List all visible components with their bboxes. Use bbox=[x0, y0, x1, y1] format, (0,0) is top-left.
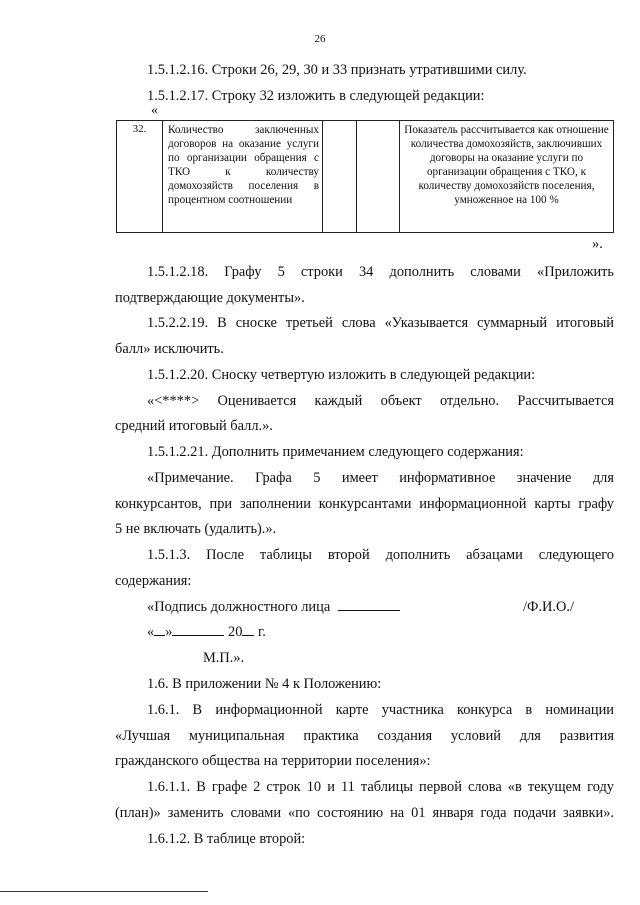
empty-cell-4 bbox=[357, 121, 400, 233]
paragraph-1-6-1-line2: «Лучшая муниципальная практика создания условий для развития bbox=[115, 728, 614, 744]
table-row bbox=[117, 121, 614, 233]
stamp-label: М.П.». bbox=[203, 650, 245, 666]
month-blank bbox=[172, 623, 224, 636]
indicator-cell: Количество заключенных договоров на оказание услуги по организации обращения с ТКО к количеству домохозяйств поселения в процентном соотношении bbox=[163, 121, 323, 233]
year-blank bbox=[242, 623, 254, 636]
paragraph-1-6: 1.6. В приложении № 4 к Положению: bbox=[147, 676, 382, 692]
signature-label: «Подпись должностного лица bbox=[147, 599, 331, 615]
replacement-row-table bbox=[116, 120, 614, 233]
paragraph-1-5-1-3-line1: 1.5.1.3. После таблицы второй дополнить абзацами следующего bbox=[147, 547, 614, 563]
date-line bbox=[147, 622, 614, 642]
date-open-quote: « bbox=[147, 624, 155, 640]
paragraph-1-5-1-2-18-line2: подтверждающие документы». bbox=[115, 290, 305, 306]
close-quote: ». bbox=[592, 236, 603, 252]
paragraph-1-6-1-line3: гражданского общества на территории поселения»: bbox=[115, 753, 431, 769]
year-suffix: г. bbox=[258, 624, 266, 640]
paragraph-1-5-1-2-21: 1.5.1.2.21. Дополнить примечанием следующего содержания: bbox=[147, 444, 524, 460]
footnote-text-line1: «<****> Оценивается каждый объект отдельно. Рассчитывается bbox=[147, 393, 614, 409]
paragraph-1-5-1-3-line2: содержания: bbox=[115, 573, 192, 589]
paragraph-1-5-1-2-18-line1: 1.5.1.2.18. Графу 5 строки 34 дополнить словами «Приложить bbox=[147, 264, 614, 280]
day-blank bbox=[154, 623, 165, 636]
paragraph-1-6-1-2: 1.6.1.2. В таблице второй: bbox=[147, 831, 306, 847]
footnote-separator bbox=[0, 891, 208, 892]
date-close-quote: » bbox=[165, 624, 173, 640]
paragraph-1-5-2-2-19-line1: 1.5.2.2.19. В сноске третьей слова «Указывается суммарный итоговый bbox=[147, 315, 614, 331]
footnote-text-line2: средний итоговый балл.». bbox=[115, 418, 273, 434]
signature-blank bbox=[338, 598, 400, 611]
page-number: 26 bbox=[314, 33, 326, 45]
note-text-line1: «Примечание. Графа 5 имеет информативное значение для bbox=[147, 470, 614, 486]
calculation-note-cell: Показатель рассчитывается как отношение количества домохозяйств, заключивших договоры на оказание услуги по организации обращения с ТКО, к количеству домохозяйств поселения, умноженное на 100 % bbox=[400, 121, 614, 233]
empty-cell-3 bbox=[323, 121, 357, 233]
fio-label: /Ф.И.О./ bbox=[523, 599, 574, 615]
paragraph-1-5-1-2-17: 1.5.1.2.17. Строку 32 изложить в следующей редакции: bbox=[147, 88, 485, 104]
open-quote: « bbox=[151, 103, 158, 118]
paragraph-1-6-1-1-line2: (план)» заменить словами «по состоянию на 01 января года подачи заявки». bbox=[115, 805, 614, 821]
paragraph-1-6-1-line1: 1.6.1. В информационной карте участника конкурса в номинации bbox=[147, 702, 614, 718]
row-number-cell: 32. bbox=[117, 121, 163, 233]
paragraph-1-5-2-2-19-line2: балл» исключить. bbox=[115, 341, 224, 357]
paragraph-1-5-1-2-20: 1.5.1.2.20. Сноску четвертую изложить в следующей редакции: bbox=[147, 367, 536, 383]
paragraph-1-5-1-2-16: 1.5.1.2.16. Строки 26, 29, 30 и 33 признать утратившими силу. bbox=[147, 62, 527, 78]
note-text-line3: 5 не включать (удалить).». bbox=[115, 521, 277, 537]
year-prefix: 20 bbox=[228, 624, 243, 640]
paragraph-1-6-1-1-line1: 1.6.1.1. В графе 2 строк 10 и 11 таблицы первой слова «в текущем году bbox=[147, 779, 614, 795]
note-text-line2: конкурсантов, при заполнении конкурсантами информационной карты графу bbox=[115, 496, 614, 512]
